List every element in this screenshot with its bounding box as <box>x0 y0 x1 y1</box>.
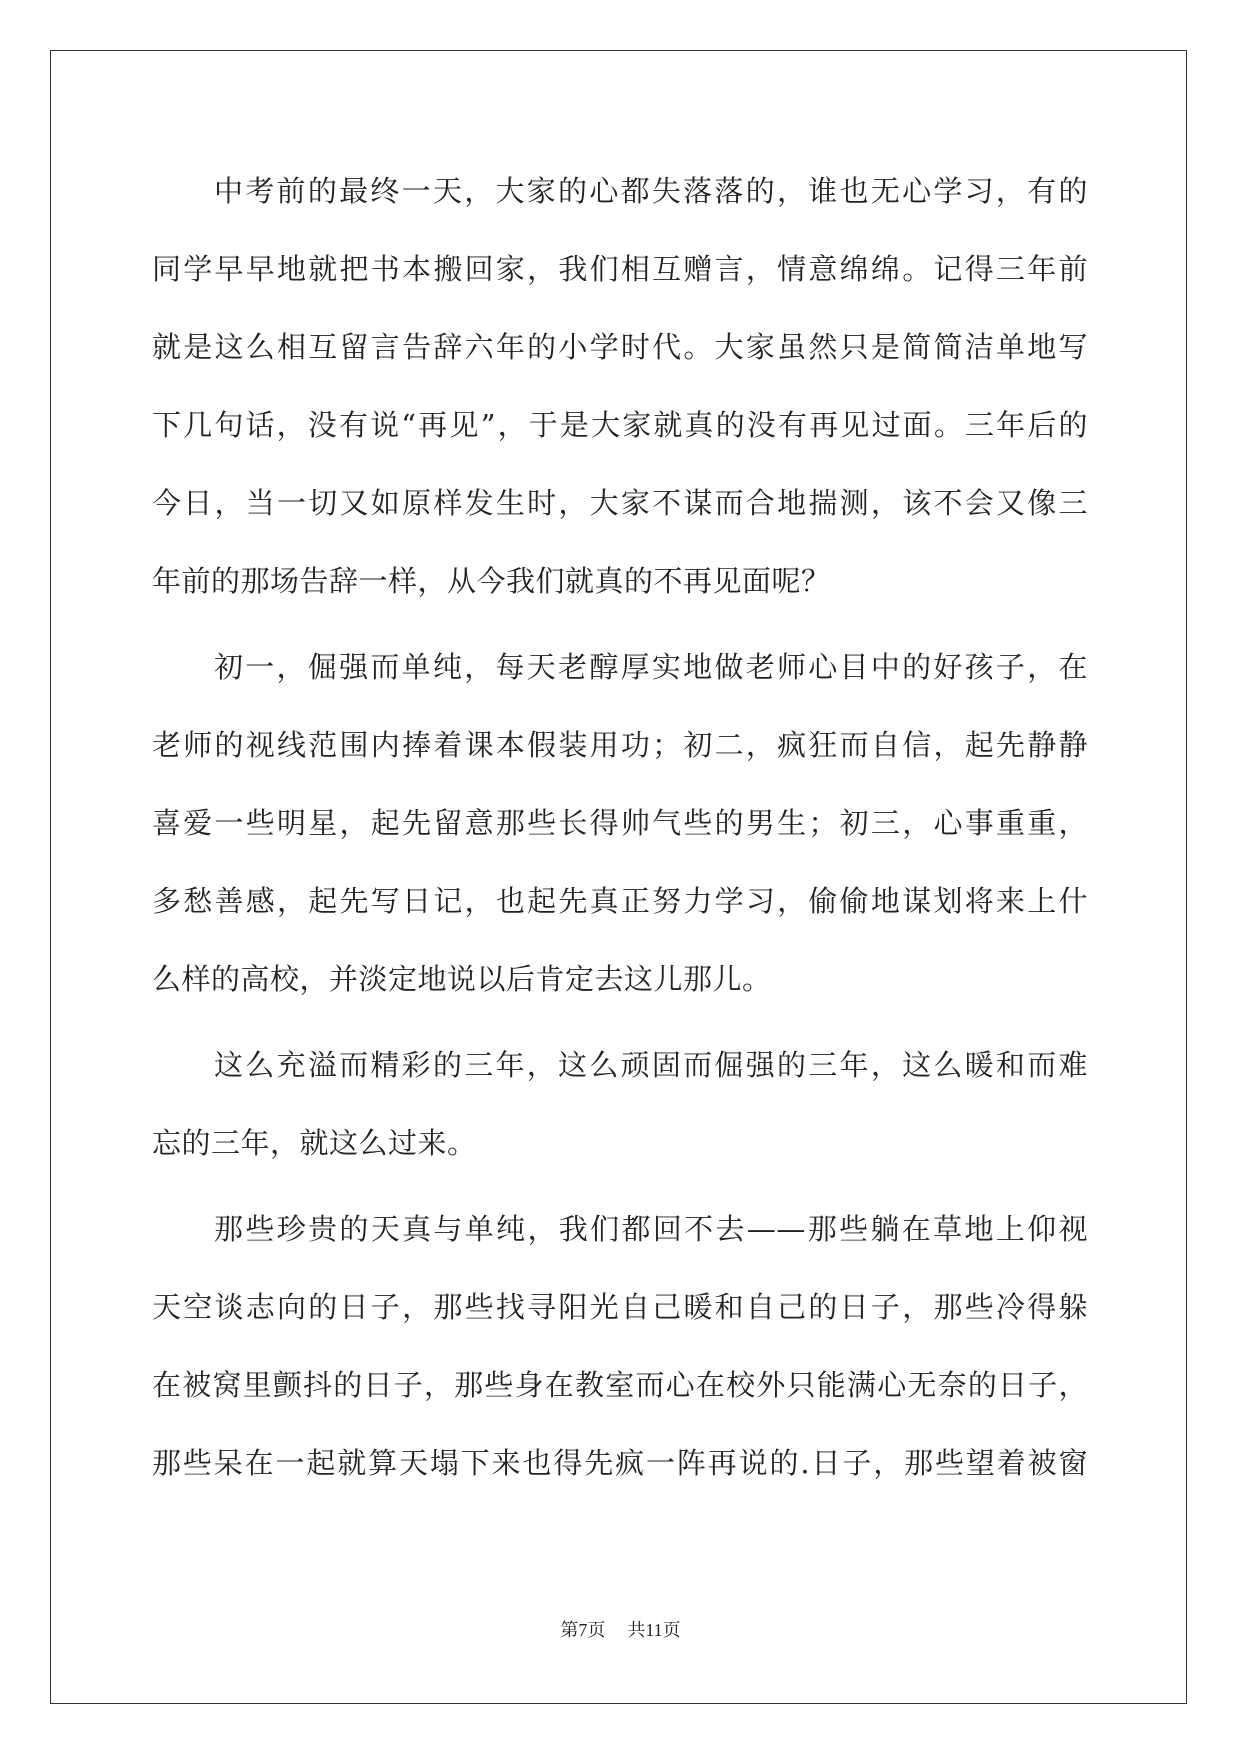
paragraph-gap <box>152 1182 1088 1190</box>
text-line: 同学早早地就把书本搬回家，我们相互赠言，情意绵绵。记得三年前 <box>152 252 1088 286</box>
text-line: 那些珍贵的天真与单纯，我们都回不去——那些躺在草地上仰视 <box>214 1212 1088 1246</box>
paragraph-gap <box>152 620 1088 628</box>
text-line: 年前的那场告辞一样，从今我们就真的不再见面呢？ <box>152 564 831 598</box>
text-line: 今日，当一切又如原样发生时，大家不谋而合地揣测，该不会又像三 <box>152 486 1088 520</box>
page-number: 第7页 <box>560 1620 606 1640</box>
text-line: 老师的视线范围内捧着课本假装用功；初二，疯狂而自信，起先静静 <box>152 728 1088 762</box>
text-line: 在被窝里颤抖的日子，那些身在教室而心在校外只能满心无奈的日子， <box>152 1368 1088 1402</box>
text-line: 这么充溢而精彩的三年，这么顽固而倔强的三年，这么暖和而难 <box>214 1048 1088 1082</box>
text-line: 初一，倔强而单纯，每天老醇厚实地做老师心目中的好孩子，在 <box>214 650 1088 684</box>
paragraph-4 <box>152 1190 1088 1502</box>
text-line: 么样的高校，并淡定地说以后肯定去这儿那儿。 <box>152 962 772 996</box>
document-body <box>152 152 1088 1502</box>
text-line: 喜爱一些明星，起先留意那些长得帅气些的男生；初三，心事重重， <box>152 806 1088 840</box>
text-line: 下几句话，没有说“再见”，于是大家就真的没有再见过面。三年后的 <box>152 408 1088 442</box>
text-line: 天空谈志向的日子，那些找寻阳光自己暖和自己的日子，那些冷得躲 <box>152 1290 1088 1324</box>
page-total: 共11页 <box>627 1620 681 1640</box>
text-line: 那些呆在一起就算天塌下来也得先疯一阵再说的.日子，那些望着被窗 <box>152 1446 1088 1480</box>
paragraph-gap <box>152 1018 1088 1026</box>
paragraph-3 <box>152 1026 1088 1182</box>
text-line: 中考前的最终一天，大家的心都失落落的，谁也无心学习，有的 <box>214 174 1088 208</box>
page-footer <box>0 1616 1241 1642</box>
text-line: 就是这么相互留言告辞六年的小学时代。大家虽然只是简简洁单地写 <box>152 330 1088 364</box>
paragraph-1 <box>152 152 1088 620</box>
text-line: 忘的三年，就这么过来。 <box>152 1126 477 1160</box>
paragraph-2 <box>152 628 1088 1018</box>
text-line: 多愁善感，起先写日记，也起先真正努力学习，偷偷地谋划将来上什 <box>152 884 1088 918</box>
